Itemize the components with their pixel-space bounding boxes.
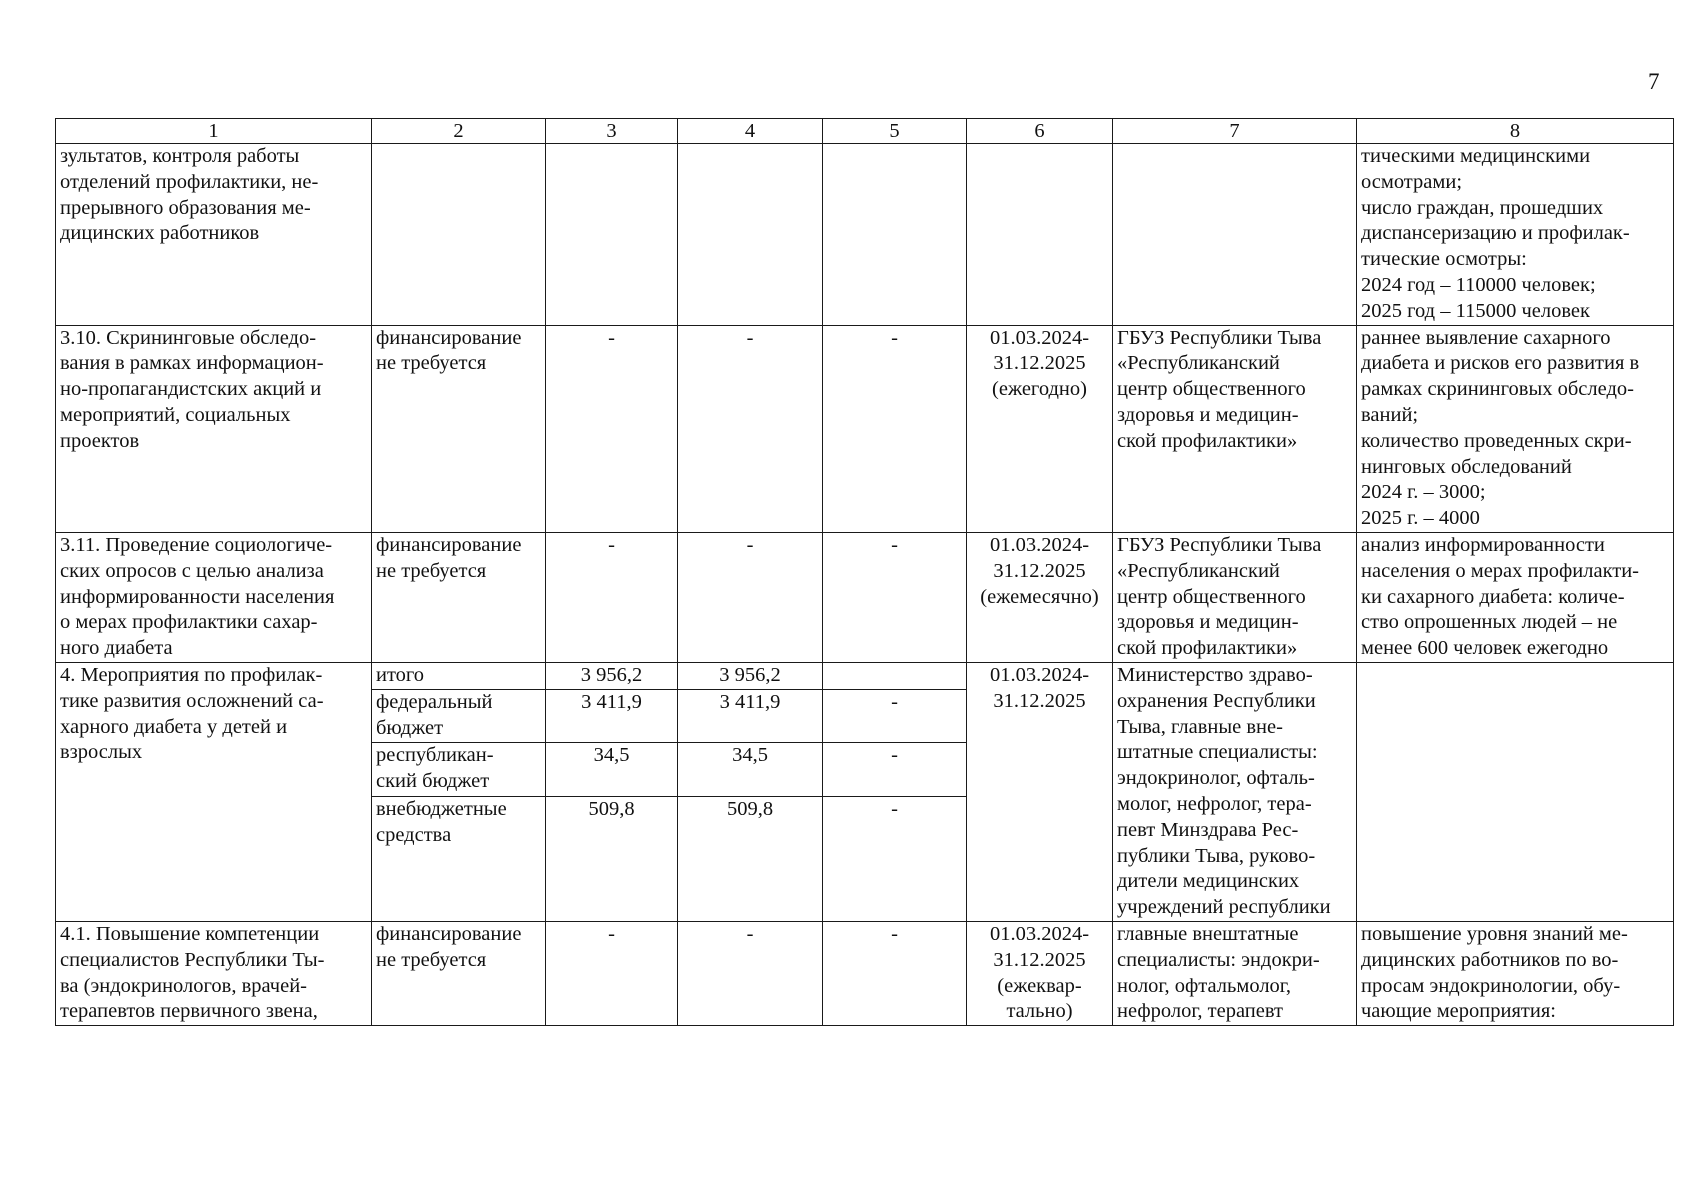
amount-year2-cell: - — [823, 743, 967, 796]
result-cell: тическими медицинскими осмотрами; число граждан, прошедших диспансеризацию и профилак- тические осмотры: 2024 год – 110000 человек; 2025 год – 115000 человек — [1357, 144, 1674, 326]
amount-total-cell: 3 411,9 — [546, 689, 678, 742]
responsible-cell — [1113, 144, 1357, 326]
column-number: 3 — [546, 119, 678, 144]
column-number: 2 — [372, 119, 546, 144]
amount-total-cell: - — [546, 921, 678, 1025]
activity-cell: 3.10. Скрининговые обследо- вания в рамках информацион- но-пропагандистских акций и мероприятий, социальных проектов — [56, 325, 372, 532]
period-cell — [967, 144, 1113, 326]
column-number: 8 — [1357, 119, 1674, 144]
amount-total-cell: 34,5 — [546, 743, 678, 796]
amount-year1-cell: 34,5 — [678, 743, 823, 796]
amount-year1-cell: 3 956,2 — [678, 662, 823, 689]
amount-year2-cell — [823, 662, 967, 689]
responsible-cell: Министерство здраво- охранения Республики Тыва, главные вне- штатные специалисты: эндокринолог, офталь- молог, нефролог, тера- певт Минздрава Рес- публики Тыва, руково- дители медицинских учреждений республики — [1113, 662, 1357, 921]
activity-cell: зультатов, контроля работы отделений профилактики, не- прерывного образования ме- дицинских работников — [56, 144, 372, 326]
responsible-cell: главные внештатные специалисты: эндокри- нолог, офтальмолог, нефролог, терапевт — [1113, 921, 1357, 1025]
responsible-cell: ГБУЗ Республики Тыва «Республиканский центр общественного здоровья и медицин- ской профилактики» — [1113, 325, 1357, 532]
amount-year1-cell: - — [678, 325, 823, 532]
responsible-cell: ГБУЗ Республики Тыва «Республиканский центр общественного здоровья и медицин- ской профилактики» — [1113, 532, 1357, 662]
amount-year2-cell: - — [823, 796, 967, 921]
amount-year2-cell — [823, 144, 967, 326]
table-row — [56, 325, 1674, 532]
table-row — [56, 662, 1674, 689]
funding-source-cell: федеральный бюджет — [372, 689, 546, 742]
table-row — [56, 921, 1674, 1025]
amount-total-cell: - — [546, 325, 678, 532]
activity-cell: 4.1. Повышение компетенции специалистов Республики Ты- ва (эндокринологов, врачей- терапевтов первичного звена, — [56, 921, 372, 1025]
funding-source-cell: финансирование не требуется — [372, 532, 546, 662]
result-cell: раннее выявление сахарного диабета и рисков его развития в рамках скрининговых обследо- ваний; количество проведенных скри- нинговых обследований 2024 г. – 3000; 2025 г. – 4000 — [1357, 325, 1674, 532]
amount-year1-cell: - — [678, 921, 823, 1025]
amount-total-cell: - — [546, 532, 678, 662]
column-number-row — [56, 119, 1674, 144]
amount-year2-cell: - — [823, 325, 967, 532]
funding-source-cell — [372, 144, 546, 326]
amount-year1-cell: - — [678, 532, 823, 662]
funding-source-cell: внебюджетные средства — [372, 796, 546, 921]
page-number: 7 — [1648, 69, 1660, 94]
result-cell — [1357, 662, 1674, 921]
column-number: 5 — [823, 119, 967, 144]
funding-source-cell: финансирование не требуется — [372, 325, 546, 532]
amount-total-cell: 509,8 — [546, 796, 678, 921]
column-number: 6 — [967, 119, 1113, 144]
amount-year1-cell: 3 411,9 — [678, 689, 823, 742]
funding-source-cell: итого — [372, 662, 546, 689]
amount-year2-cell: - — [823, 689, 967, 742]
amount-year1-cell — [678, 144, 823, 326]
table-row — [56, 144, 1674, 326]
amount-year1-cell: 509,8 — [678, 796, 823, 921]
column-number: 7 — [1113, 119, 1357, 144]
result-cell: повышение уровня знаний ме- дицинских работников по во- просам эндокринологии, обу- чающие мероприятия: — [1357, 921, 1674, 1025]
period-cell: 01.03.2024- 31.12.2025 (ежегодно) — [967, 325, 1113, 532]
activity-cell: 4. Мероприятия по профилак- тике развития осложнений са- харного диабета у детей и взрослых — [56, 662, 372, 921]
amount-total-cell: 3 956,2 — [546, 662, 678, 689]
period-cell: 01.03.2024- 31.12.2025 (ежеквар- тально) — [967, 921, 1113, 1025]
funding-source-cell: финансирование не требуется — [372, 921, 546, 1025]
plan-table — [55, 118, 1674, 1026]
period-cell: 01.03.2024- 31.12.2025 — [967, 662, 1113, 921]
amount-year2-cell: - — [823, 532, 967, 662]
period-cell: 01.03.2024- 31.12.2025 (ежемесячно) — [967, 532, 1113, 662]
result-cell: анализ информированности населения о мерах профилакти- ки сахарного диабета: количе- ство опрошенных людей – не менее 600 человек ежегодно — [1357, 532, 1674, 662]
amount-total-cell — [546, 144, 678, 326]
funding-source-cell: республикан- ский бюджет — [372, 743, 546, 796]
column-number: 4 — [678, 119, 823, 144]
table-row — [56, 532, 1674, 662]
amount-year2-cell: - — [823, 921, 967, 1025]
activity-cell: 3.11. Проведение социологиче- ских опросов с целью анализа информированности населения о мерах профилактики сахар- ного диабета — [56, 532, 372, 662]
column-number: 1 — [56, 119, 372, 144]
